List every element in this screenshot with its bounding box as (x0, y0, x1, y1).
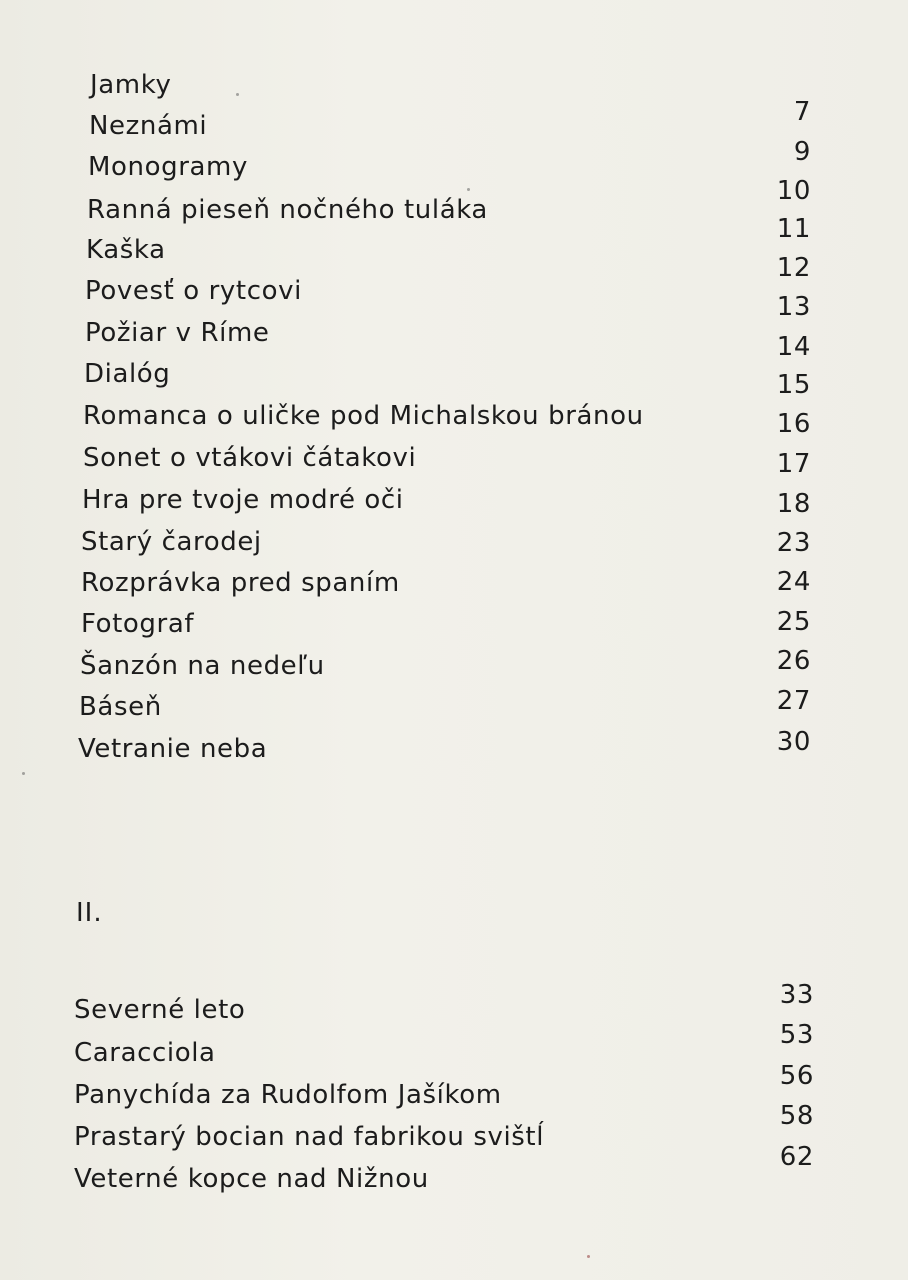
toc-title-22: Veterné kopce nad Nižnou (74, 1164, 429, 1194)
toc-title-5: Kaška (86, 235, 166, 265)
toc-page-20: 56 (779, 1061, 814, 1091)
toc-page-4: 11 (776, 214, 811, 244)
toc-title-15: Šanzón na nedeľu (80, 651, 325, 681)
toc-page-12: 23 (776, 528, 811, 558)
toc-title-2: Neznámi (89, 111, 208, 141)
toc-title-20: Panychída za Rudolfom Jašíkom (74, 1080, 502, 1110)
toc-title-9: Romanca o uličke pod Michalskou bránou (83, 401, 644, 431)
toc-page-10: 17 (776, 449, 811, 479)
toc-page-9: 16 (776, 409, 811, 439)
toc-page-13: 24 (776, 567, 811, 597)
toc-title-19: Caracciola (74, 1038, 216, 1068)
toc-title-16: Báseň (79, 692, 162, 722)
toc-page-18: 33 (779, 980, 814, 1010)
toc-title-4: Ranná pieseň nočného tuláka (87, 195, 488, 225)
toc-page-19: 53 (779, 1020, 814, 1050)
toc-title-17: Vetranie neba (78, 734, 268, 764)
toc-page-7: 14 (776, 332, 811, 362)
toc-title-8: Dialóg (84, 359, 171, 389)
toc-title-1: Jamky (90, 70, 172, 100)
toc-page-15: 26 (776, 646, 811, 676)
toc-page-1: 7 (793, 97, 811, 127)
toc-page-14: 25 (776, 607, 811, 637)
toc-page-16: 27 (776, 686, 811, 716)
toc-title-7: Požiar v Ríme (85, 318, 270, 348)
paper-speck (22, 772, 25, 775)
toc-title-14: Fotograf (81, 609, 195, 639)
toc-page-8: 15 (776, 370, 811, 400)
toc-title-13: Rozprávka pred spaním (81, 568, 400, 598)
toc-page-21: 58 (779, 1101, 814, 1131)
toc-title-6: Povesť o rytcovi (85, 276, 302, 306)
toc-page-17: 30 (776, 727, 811, 757)
toc-page-11: 18 (776, 489, 811, 519)
toc-page-2: 9 (793, 137, 811, 167)
toc-title-3: Monogramy (88, 152, 248, 182)
toc-page-6: 13 (776, 292, 811, 322)
toc-page-5: 12 (776, 253, 811, 283)
toc-page-3: 10 (776, 176, 811, 206)
toc-title-21: Prastarý bocian nad fabrikou svištĺ (74, 1122, 545, 1152)
toc-title-11: Hra pre tvoje modré oči (82, 485, 404, 515)
toc-title-10: Sonet o vtákovi čátakovi (83, 443, 417, 473)
section-heading: II. (76, 898, 103, 928)
paper-speck (236, 93, 239, 96)
toc-page-22: 62 (779, 1142, 814, 1172)
toc-title-18: Severné leto (74, 995, 246, 1025)
toc-title-12: Starý čarodej (81, 527, 262, 557)
paper-speck (587, 1255, 590, 1258)
paper-speck (467, 188, 470, 191)
